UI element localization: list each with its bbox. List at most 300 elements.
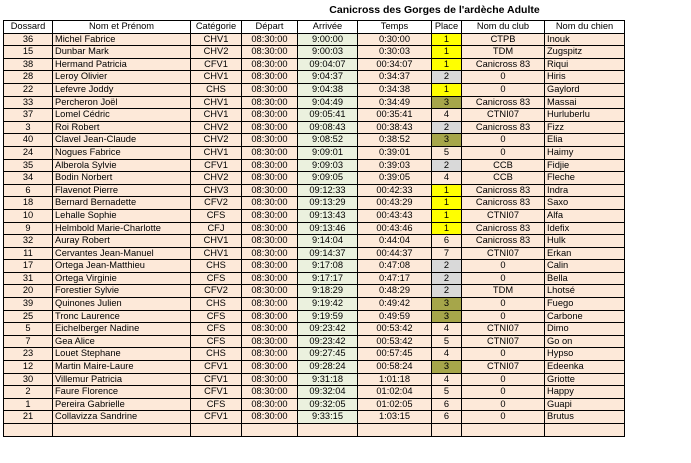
cell-time: 00:43:46 [358,222,432,235]
cell-club: 0 [462,310,545,323]
cell-club: 0 [462,348,545,361]
cell-dog: Fuego [545,298,625,311]
cell-dog: Fleche [545,172,625,185]
cell-place: 1 [432,209,462,222]
cell-empty [191,424,242,437]
cell-time: 0:34:37 [358,71,432,84]
cell-club: 0 [462,386,545,399]
cell-name: Bodin Norbert [53,172,191,185]
cell-time: 0:34:38 [358,83,432,96]
col-header-place: Place [432,21,462,34]
cell-place: 5 [432,335,462,348]
cell-time: 0:39:03 [358,159,432,172]
cell-place: 6 [432,411,462,424]
cell-start: 08:30:00 [242,172,298,185]
table-row [4,323,625,336]
table-row [4,411,625,424]
cell-name: Bernard Bernadette [53,197,191,210]
cell-club: CCB [462,159,545,172]
cell-category: CHS [191,83,242,96]
cell-dossard: 9 [4,222,53,235]
cell-empty [53,424,191,437]
cell-dossard: 20 [4,285,53,298]
cell-name: Helmbold Marie-Charlotte [53,222,191,235]
cell-dossard: 11 [4,247,53,260]
cell-category: CHV3 [191,184,242,197]
cell-dog: Hurluberlu [545,109,625,122]
table-row [4,83,625,96]
cell-category: CHV2 [191,172,242,185]
cell-dossard: 15 [4,46,53,59]
cell-dossard: 25 [4,310,53,323]
table-row [4,146,625,159]
cell-arrival: 9:08:52 [298,134,358,147]
cell-dossard: 39 [4,298,53,311]
col-header-name: Nom et Prénom [53,21,191,34]
cell-name: Cervantes Jean-Manuel [53,247,191,260]
cell-category: CHS [191,348,242,361]
cell-club: Canicross 83 [462,58,545,71]
cell-arrival: 09:14:37 [298,247,358,260]
cell-club: 0 [462,411,545,424]
cell-start: 08:30:00 [242,146,298,159]
cell-arrival: 9:09:05 [298,172,358,185]
cell-place: 4 [432,348,462,361]
cell-name: Villemur Patricia [53,373,191,386]
table-row [4,184,625,197]
cell-place: 3 [432,310,462,323]
cell-category: CHV1 [191,33,242,46]
cell-time: 00:43:43 [358,209,432,222]
cell-dossard: 18 [4,197,53,210]
cell-dog: Saxo [545,197,625,210]
table-row [4,33,625,46]
cell-dog: Hiris [545,71,625,84]
cell-club: Canicross 83 [462,197,545,210]
cell-dog: Alfa [545,209,625,222]
cell-start: 08:30:00 [242,235,298,248]
cell-name: Collavizza Sandrine [53,411,191,424]
cell-club: CTNI07 [462,361,545,374]
cell-time: 0:34:49 [358,96,432,109]
cell-dog: Gaylord [545,83,625,96]
cell-time: 00:53:42 [358,323,432,336]
cell-dog: Go on [545,335,625,348]
cell-start: 08:30:00 [242,260,298,273]
cell-arrival: 09:04:07 [298,58,358,71]
cell-arrival: 9:19:42 [298,298,358,311]
cell-club: 0 [462,146,545,159]
cell-time: 00:38:43 [358,121,432,134]
cell-name: Alberola Sylvie [53,159,191,172]
cell-club: CCB [462,172,545,185]
cell-dog: Brutus [545,411,625,424]
table-row [4,348,625,361]
cell-time: 00:57:45 [358,348,432,361]
table-row [4,361,625,374]
cell-start: 08:30:00 [242,247,298,260]
header-row [4,21,625,34]
cell-time: 0:48:29 [358,285,432,298]
cell-arrival: 9:33:15 [298,411,358,424]
cell-empty [298,424,358,437]
cell-time: 00:34:07 [358,58,432,71]
cell-name: Tronc Laurence [53,310,191,323]
cell-category: CFV1 [191,58,242,71]
cell-time: 00:44:37 [358,247,432,260]
cell-empty [545,424,625,437]
table-row [4,197,625,210]
cell-dog: Elia [545,134,625,147]
table-row [4,285,625,298]
cell-dog: Griotte [545,373,625,386]
cell-category: CFS [191,209,242,222]
cell-arrival: 09:05:41 [298,109,358,122]
table-row [4,398,625,411]
cell-name: Clavel Jean-Claude [53,134,191,147]
cell-dog: Hulk [545,235,625,248]
cell-club: TDM [462,46,545,59]
cell-category: CHV1 [191,71,242,84]
cell-place: 2 [432,121,462,134]
cell-place: 4 [432,172,462,185]
cell-dossard: 3 [4,121,53,134]
cell-arrival: 09:08:43 [298,121,358,134]
cell-name: Percheron Joël [53,96,191,109]
cell-dog: Indra [545,184,625,197]
cell-name: Faure Florence [53,386,191,399]
cell-club: 0 [462,298,545,311]
cell-place: 3 [432,361,462,374]
cell-start: 08:30:00 [242,209,298,222]
col-header-dossard: Dossard [4,21,53,34]
cell-place: 4 [432,373,462,386]
cell-place: 7 [432,247,462,260]
cell-club: Canicross 83 [462,121,545,134]
cell-time: 0:38:52 [358,134,432,147]
cell-name: Ortega Virginie [53,272,191,285]
cell-name: Flavenot Pierre [53,184,191,197]
cell-category: CFV1 [191,361,242,374]
cell-name: Leroy Olivier [53,71,191,84]
table-row [4,172,625,185]
cell-time: 0:47:17 [358,272,432,285]
cell-club: CTNI07 [462,323,545,336]
cell-place: 4 [432,323,462,336]
cell-dossard: 24 [4,146,53,159]
cell-start: 08:30:00 [242,184,298,197]
cell-category: CFS [191,272,242,285]
cell-name: Auray Robert [53,235,191,248]
cell-dog: Guapi [545,398,625,411]
cell-place: 1 [432,197,462,210]
cell-start: 08:30:00 [242,323,298,336]
cell-dossard: 35 [4,159,53,172]
cell-place: 1 [432,33,462,46]
cell-start: 08:30:00 [242,134,298,147]
cell-category: CHV2 [191,121,242,134]
cell-dossard: 32 [4,235,53,248]
cell-club: 0 [462,260,545,273]
cell-dossard: 23 [4,348,53,361]
cell-place: 1 [432,83,462,96]
table-row [4,96,625,109]
cell-arrival: 9:09:01 [298,146,358,159]
cell-start: 08:30:00 [242,109,298,122]
cell-category: CHV2 [191,46,242,59]
cell-club: 0 [462,272,545,285]
cell-arrival: 9:04:49 [298,96,358,109]
cell-club: CTNI07 [462,209,545,222]
cell-time: 01:02:04 [358,386,432,399]
cell-time: 00:42:33 [358,184,432,197]
cell-name: Louet Stephane [53,348,191,361]
page-title: Canicross des Gorges de l'ardèche Adulte [329,4,540,16]
cell-start: 08:30:00 [242,83,298,96]
cell-category: CFS [191,335,242,348]
cell-category: CFS [191,398,242,411]
cell-club: 0 [462,71,545,84]
cell-club: Canicross 83 [462,235,545,248]
cell-dossard: 21 [4,411,53,424]
cell-dossard: 38 [4,58,53,71]
table-row [4,71,625,84]
cell-club: TDM [462,285,545,298]
cell-place: 2 [432,272,462,285]
col-header-dog: Nom du chien [545,21,625,34]
cell-category: CFV1 [191,386,242,399]
cell-category: CFV1 [191,373,242,386]
cell-dog: Calin [545,260,625,273]
cell-dossard: 30 [4,373,53,386]
cell-place: 4 [432,109,462,122]
cell-name: Eichelberger Nadine [53,323,191,336]
cell-dossard: 31 [4,272,53,285]
cell-club: 0 [462,83,545,96]
cell-arrival: 9:17:17 [298,272,358,285]
cell-start: 08:30:00 [242,58,298,71]
results-body [4,33,625,436]
cell-start: 08:30:00 [242,222,298,235]
cell-dog: Inouk [545,33,625,46]
cell-arrival: 9:00:00 [298,33,358,46]
cell-category: CFS [191,323,242,336]
cell-dog: Hypso [545,348,625,361]
cell-dossard: 17 [4,260,53,273]
cell-arrival: 09:28:24 [298,361,358,374]
cell-dossard: 36 [4,33,53,46]
cell-dog: Edeenka [545,361,625,374]
cell-place: 1 [432,58,462,71]
cell-time: 1:01:18 [358,373,432,386]
table-row [4,373,625,386]
cell-dossard: 10 [4,209,53,222]
cell-place: 3 [432,96,462,109]
cell-club: Canicross 83 [462,222,545,235]
cell-category: CHV1 [191,96,242,109]
cell-club: 0 [462,373,545,386]
cell-dog: Haimy [545,146,625,159]
table-row [4,159,625,172]
cell-category: CHV1 [191,235,242,248]
cell-club: Canicross 83 [462,184,545,197]
cell-dog: Erkan [545,247,625,260]
cell-place: 1 [432,184,462,197]
cell-category: CHS [191,298,242,311]
table-row [4,134,625,147]
cell-dossard: 33 [4,96,53,109]
cell-time: 01:02:05 [358,398,432,411]
cell-start: 08:30:00 [242,310,298,323]
cell-time: 0:30:00 [358,33,432,46]
cell-empty [432,424,462,437]
cell-place: 3 [432,134,462,147]
cell-place: 5 [432,146,462,159]
cell-arrival: 09:23:42 [298,335,358,348]
cell-name: Michel Fabrice [53,33,191,46]
cell-name: Dunbar Mark [53,46,191,59]
cell-place: 6 [432,235,462,248]
cell-name: Martin Maire-Laure [53,361,191,374]
cell-empty [358,424,432,437]
cell-arrival: 09:23:42 [298,323,358,336]
cell-arrival: 09:32:04 [298,386,358,399]
col-header-club: Nom du club [462,21,545,34]
cell-dog: Dimo [545,323,625,336]
cell-dog: Massai [545,96,625,109]
cell-dog: Idefix [545,222,625,235]
cell-start: 08:30:00 [242,335,298,348]
table-row [4,260,625,273]
cell-start: 08:30:00 [242,121,298,134]
table-row [4,58,625,71]
cell-place: 2 [432,159,462,172]
cell-club: CTNI07 [462,247,545,260]
results-table [3,20,625,437]
cell-start: 08:30:00 [242,361,298,374]
cell-arrival: 09:32:05 [298,398,358,411]
cell-time: 00:53:42 [358,335,432,348]
cell-name: Lehalle Sophie [53,209,191,222]
cell-club: 0 [462,134,545,147]
cell-empty [4,424,53,437]
cell-dossard: 37 [4,109,53,122]
cell-time: 0:39:01 [358,146,432,159]
cell-dossard: 28 [4,71,53,84]
cell-arrival: 09:27:45 [298,348,358,361]
cell-dossard: 5 [4,323,53,336]
cell-start: 08:30:00 [242,285,298,298]
cell-arrival: 09:13:43 [298,209,358,222]
cell-start: 08:30:00 [242,348,298,361]
cell-time: 1:03:15 [358,411,432,424]
cell-time: 00:43:29 [358,197,432,210]
cell-arrival: 9:09:03 [298,159,358,172]
cell-arrival: 9:00:03 [298,46,358,59]
table-row [4,46,625,59]
cell-dog: Zugspitz [545,46,625,59]
cell-dossard: 7 [4,335,53,348]
table-row [4,335,625,348]
cell-club: Canicross 83 [462,96,545,109]
cell-name: Quinones Julien [53,298,191,311]
cell-category: CFV1 [191,411,242,424]
cell-arrival: 9:04:37 [298,71,358,84]
cell-place: 2 [432,71,462,84]
cell-arrival: 09:12:33 [298,184,358,197]
cell-start: 08:30:00 [242,96,298,109]
cell-dog: Bella [545,272,625,285]
table-row [4,235,625,248]
cell-start: 08:30:00 [242,159,298,172]
cell-empty [242,424,298,437]
table-row [4,222,625,235]
cell-category: CHV1 [191,109,242,122]
cell-start: 08:30:00 [242,386,298,399]
table-row [4,386,625,399]
table-row [4,209,625,222]
cell-start: 08:30:00 [242,46,298,59]
cell-arrival: 9:17:08 [298,260,358,273]
cell-category: CHV1 [191,247,242,260]
cell-start: 08:30:00 [242,71,298,84]
cell-dog: Fizz [545,121,625,134]
cell-place: 2 [432,285,462,298]
cell-place: 5 [432,386,462,399]
cell-club: 0 [462,398,545,411]
cell-place: 1 [432,222,462,235]
cell-time: 00:58:24 [358,361,432,374]
cell-dossard: 34 [4,172,53,185]
col-header-time: Temps [358,21,432,34]
cell-arrival: 9:18:29 [298,285,358,298]
cell-start: 08:30:00 [242,33,298,46]
cell-start: 08:30:00 [242,197,298,210]
cell-time: 0:47:08 [358,260,432,273]
cell-time: 00:35:41 [358,109,432,122]
cell-start: 08:30:00 [242,398,298,411]
cell-dog: Riqui [545,58,625,71]
cell-dog: Happy [545,386,625,399]
table-row [4,121,625,134]
cell-arrival: 9:19:59 [298,310,358,323]
cell-arrival: 09:13:46 [298,222,358,235]
cell-dossard: 6 [4,184,53,197]
cell-arrival: 9:04:38 [298,83,358,96]
cell-dossard: 1 [4,398,53,411]
col-header-start: Départ [242,21,298,34]
cell-category: CHV2 [191,134,242,147]
col-header-category: Catégorie [191,21,242,34]
cell-club: CTNI07 [462,335,545,348]
cell-name: Ortega Jean-Matthieu [53,260,191,273]
cell-name: Forestier Sylvie [53,285,191,298]
cell-place: 1 [432,46,462,59]
cell-name: Pereira Gabrielle [53,398,191,411]
cell-time: 0:49:42 [358,298,432,311]
cell-arrival: 9:31:18 [298,373,358,386]
cell-dossard: 40 [4,134,53,147]
cell-category: CFJ [191,222,242,235]
cell-start: 08:30:00 [242,411,298,424]
cell-arrival: 9:14:04 [298,235,358,248]
cell-start: 08:30:00 [242,298,298,311]
cell-time: 0:30:03 [358,46,432,59]
cell-start: 08:30:00 [242,373,298,386]
col-header-arrival: Arrivée [298,21,358,34]
cell-name: Nogues Fabrice [53,146,191,159]
cell-place: 6 [432,398,462,411]
